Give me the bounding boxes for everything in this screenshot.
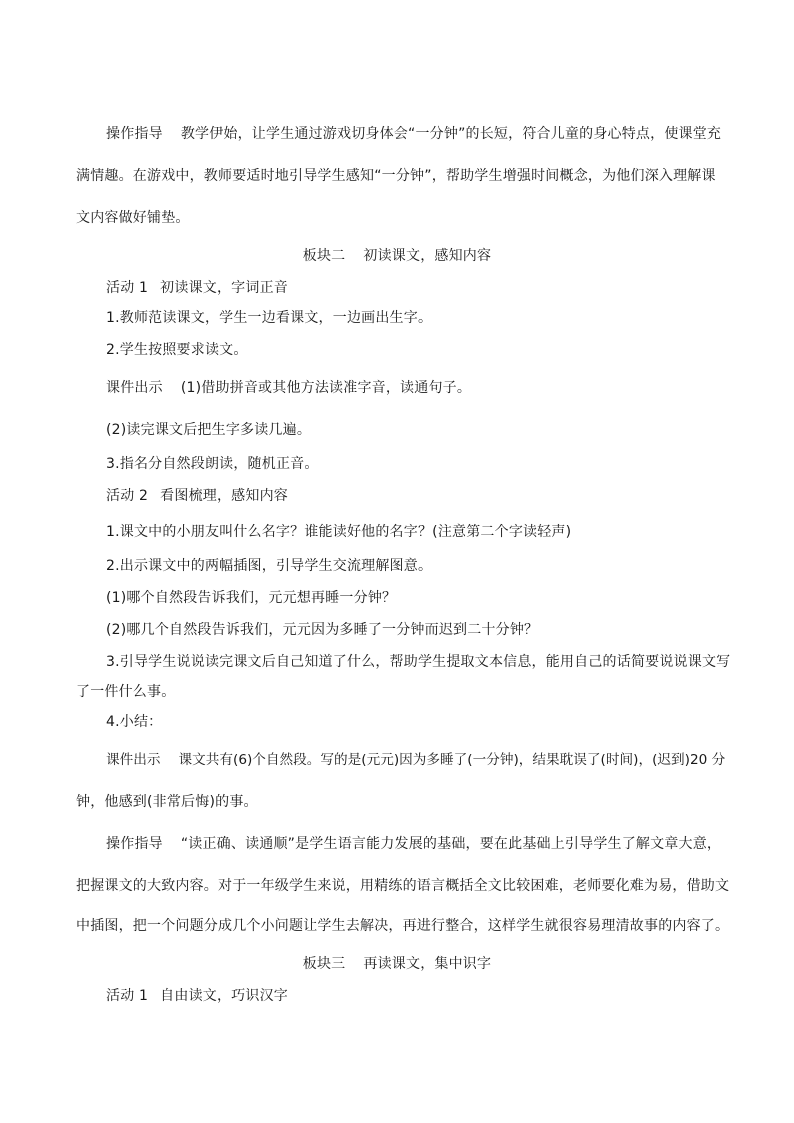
a1-item: 3.指名分自然段朗读，随机正音。 — [106, 456, 319, 472]
a2-item: 4.小结： — [106, 714, 163, 730]
section3-heading: 板块三 再读课文，集中识字 — [302, 956, 492, 972]
a2-item: 了一件什么事。 — [76, 684, 176, 700]
a1-item: 2.学生按照要求读文。 — [106, 342, 248, 358]
section2-heading: 板块二 初读课文，感知内容 — [302, 248, 492, 264]
activity1-heading: 活动 1 初读课文，字词正音 — [106, 280, 288, 296]
guide1-line2: 满情趣。在游戏中，教师要适时地引导学生感知“一分钟”，帮助学生增强时间概念，为他们深入理解课 — [76, 168, 716, 184]
guide2-line2: 把握课文的大致内容。对于一年级学生来说，用精练的语言概括全文比较困难，老师要化难为易，借助文 — [76, 878, 730, 894]
courseware1-line1: 课件出示 (1)借助拼音或其他方法读准字音，读通句子。 — [106, 380, 472, 396]
guide1-line3: 文内容做好铺垫。 — [76, 210, 190, 226]
a1-item: 1.教师范读课文，学生一边看课文，一边画出生字。 — [106, 310, 433, 326]
guide2-label: 操作指导 — [106, 836, 163, 852]
activity2-heading: 活动 2 看图梳理，感知内容 — [106, 488, 288, 504]
courseware2-label: 课件出示 — [106, 752, 161, 768]
activity3-heading: 活动 1 自由读文，巧识汉字 — [106, 988, 288, 1004]
guide2-line1: 操作指导 “读正确、读通顺”是学生语言能力发展的基础，要在此基础上引导学生了解文章大意， — [106, 836, 722, 852]
guide1-line1: 操作指导 教学伊始，让学生通过游戏切身体会“一分钟”的长短，符合儿童的身心特点，使课堂充 — [106, 126, 722, 142]
courseware2-line2: 钟，他感到(非常后悔)的事。 — [76, 794, 258, 810]
a2-item: 1.课文中的小朋友叫什么名字？谁能读好他的名字？(注意第二个字读轻声) — [106, 524, 572, 540]
courseware1-line2: (2)读完课文后把生字多读几遍。 — [106, 422, 312, 438]
courseware2-line1: 课件出示 课文共有(6)个自然段。写的是(元元)因为多睡了(一分钟)，结果耽误了(时间)，(迟到)20 分 — [106, 752, 726, 768]
guide2-line3: 中插图，把一个问题分成几个小问题让学生去解决，再进行整合，这样学生就很容易理清故事的内容了。 — [76, 918, 730, 934]
guide1-label: 操作指导 — [106, 126, 163, 142]
a2-item: 3.引导学生说说读完课文后自己知道了什么，帮助学生提取文本信息，能用自己的话简要说说课文写 — [106, 654, 731, 670]
a2-item: (2)哪几个自然段告诉我们，元元因为多睡了一分钟而迟到二十分钟？ — [106, 622, 539, 638]
a2-item: 2.出示课文中的两幅插图，引导学生交流理解图意。 — [106, 558, 433, 574]
a2-item: (1)哪个自然段告诉我们，元元想再睡一分钟？ — [106, 590, 397, 606]
courseware1-label: 课件出示 — [106, 380, 163, 396]
